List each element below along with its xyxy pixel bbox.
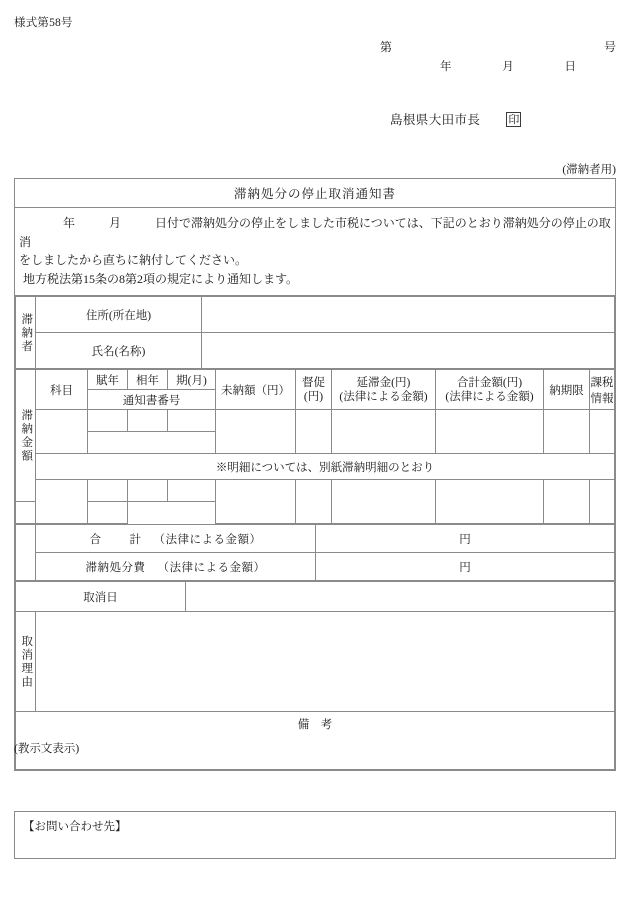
cell-fu-nen[interactable] xyxy=(88,410,128,432)
arrears-note: ※明細については、別紙滞納明細のとおり xyxy=(36,454,615,480)
totals-table xyxy=(15,524,615,581)
table-row xyxy=(16,410,615,432)
taxpayer-address-row xyxy=(16,297,615,333)
document-number-suffix: 号 xyxy=(603,40,616,54)
cell-minoufuku[interactable] xyxy=(216,480,296,524)
form-number: 様式第58号 xyxy=(14,17,73,29)
cell-tsuchisho-bango[interactable] xyxy=(88,432,216,454)
cell-fu-nen[interactable] xyxy=(88,480,128,502)
cancellation-reason-label-cell xyxy=(16,612,36,712)
document-body xyxy=(15,208,615,296)
body-line-1-text: 日付で滞納処分の停止をしました市税については、下記のとおり滞納処分の停止の取消 xyxy=(19,216,611,249)
col-header-goukei xyxy=(436,370,544,410)
fee-label: 滞納処分費 xyxy=(85,561,146,574)
document-number-line xyxy=(380,38,616,55)
total-label-cell xyxy=(36,525,316,553)
col-header-entaikin-line1: 延滞金(円) xyxy=(356,376,411,389)
cancellation-reason-label: 取消理由 xyxy=(20,634,33,689)
col-header-entaikin-line2: (法律による金額) xyxy=(339,390,428,403)
name-label-cell: 氏名(名称) xyxy=(36,333,202,369)
col-header-minoufuku: 未納額（円） xyxy=(216,370,296,410)
seal-icon: 印 xyxy=(508,113,520,126)
fee-row xyxy=(16,553,615,581)
address-label-cell: 住所(所在地) xyxy=(36,297,202,333)
cancellation-reason-value[interactable] xyxy=(36,612,615,712)
recipient-kind-note: (滞納者用) xyxy=(562,164,616,176)
total-label-b: 計 xyxy=(129,533,142,546)
fee-label-note: （法律による金額） xyxy=(157,561,266,574)
body-month-label: 月 xyxy=(109,216,122,230)
cell-entaikin[interactable] xyxy=(332,480,436,524)
cell-ki-tsuki[interactable] xyxy=(168,410,216,432)
contact-box[interactable] xyxy=(14,811,616,859)
col-header-tokusoku-line1: 督促 xyxy=(302,376,325,389)
remarks-cell[interactable] xyxy=(16,712,615,770)
document-number-prefix: 第 xyxy=(380,40,393,54)
taxpayer-name-row xyxy=(16,333,615,369)
contact-value xyxy=(15,834,615,836)
col-header-kazei-joho: 課税情報 xyxy=(590,370,615,410)
col-header-fu-nen: 賦年 xyxy=(88,370,128,390)
fee-label-cell xyxy=(36,553,316,581)
fee-value-cell[interactable] xyxy=(316,553,615,581)
cell-sou-nen[interactable] xyxy=(128,480,168,502)
body-year-label: 年 xyxy=(63,216,76,230)
cell-noukigen[interactable] xyxy=(544,480,590,524)
cancellation-table xyxy=(15,581,615,770)
total-label-a: 合 xyxy=(89,533,102,546)
col-header-goukei-line2: (法律による金額) xyxy=(445,390,534,403)
cancellation-date-value[interactable] xyxy=(186,582,615,612)
col-header-tokusoku xyxy=(296,370,332,410)
cell-entaikin[interactable] xyxy=(332,410,436,454)
total-label-note: （法律による金額） xyxy=(153,533,262,546)
cell-kazei-joho[interactable] xyxy=(590,410,615,454)
table-row xyxy=(16,480,615,502)
arrears-header-row-1 xyxy=(16,370,615,390)
taxpayer-table xyxy=(15,296,615,369)
cell-tsuchisho-bango[interactable] xyxy=(16,502,128,524)
body-line-2: をしましたから直ちに納付してください。 xyxy=(19,253,248,268)
cancellation-reason-row xyxy=(16,612,615,712)
date-day-label: 日 xyxy=(564,61,576,73)
issuer-name: 島根県大田市長 xyxy=(390,113,481,127)
taxpayer-side-label-cell xyxy=(16,297,36,369)
cell-kamoku[interactable] xyxy=(36,410,88,454)
arrears-note-row xyxy=(16,454,615,480)
arrears-side-label: 滞納金額 xyxy=(20,408,33,463)
col-header-sou-nen: 相年 xyxy=(128,370,168,390)
col-header-tsuchisho-bango: 通知書番号 xyxy=(88,390,216,410)
col-header-ki-tsuki: 期(月) xyxy=(168,370,216,390)
issuer-block xyxy=(390,110,521,128)
col-header-kamoku: 科目 xyxy=(36,370,88,410)
cell-tokusoku[interactable] xyxy=(296,480,332,524)
date-year-label: 年 xyxy=(440,61,452,73)
cell-noukigen[interactable] xyxy=(544,410,590,454)
cell-tokusoku[interactable] xyxy=(296,410,332,454)
document-title: 滞納処分の停止取消通知書 xyxy=(15,179,615,208)
name-value-cell[interactable] xyxy=(202,333,615,369)
cell-goukei[interactable] xyxy=(436,480,544,524)
taxpayer-side-label: 滞納者 xyxy=(20,312,33,354)
total-yen-unit: 円 xyxy=(459,533,471,546)
cell-kazei-joho[interactable] xyxy=(590,480,615,524)
cancellation-date-label: 取消日 xyxy=(16,582,186,612)
cell-goukei[interactable] xyxy=(436,410,544,454)
body-line-3: 地方税法第15条の8第2項の規定により通知します。 xyxy=(23,271,299,286)
col-header-tokusoku-line2: (円) xyxy=(303,390,324,403)
remarks-row xyxy=(16,712,615,770)
cell-sou-nen[interactable] xyxy=(128,410,168,432)
contact-label: 【お問い合わせ先】 xyxy=(23,821,127,833)
cancellation-date-row xyxy=(16,582,615,612)
totals-side-spacer xyxy=(16,525,36,581)
issue-date-line xyxy=(440,58,576,74)
arrears-side-label-cell xyxy=(16,370,36,502)
body-line-1 xyxy=(19,214,611,251)
total-row xyxy=(16,525,615,553)
main-form-frame xyxy=(14,178,616,771)
remarks-label: 備 考 xyxy=(297,719,333,732)
col-header-entaikin xyxy=(332,370,436,410)
address-value-cell[interactable] xyxy=(202,297,615,333)
instruction-note: (教示文表示) xyxy=(14,743,80,755)
cell-minoufuku[interactable] xyxy=(216,410,296,454)
total-value-cell[interactable] xyxy=(316,525,615,553)
date-month-label: 月 xyxy=(502,61,514,73)
fee-yen-unit: 円 xyxy=(459,561,471,574)
cell-ki-tsuki[interactable] xyxy=(168,480,216,502)
arrears-table xyxy=(15,369,615,524)
col-header-goukei-line1: 合計金額(円) xyxy=(456,376,523,389)
col-header-noukigen: 納期限 xyxy=(544,370,590,410)
